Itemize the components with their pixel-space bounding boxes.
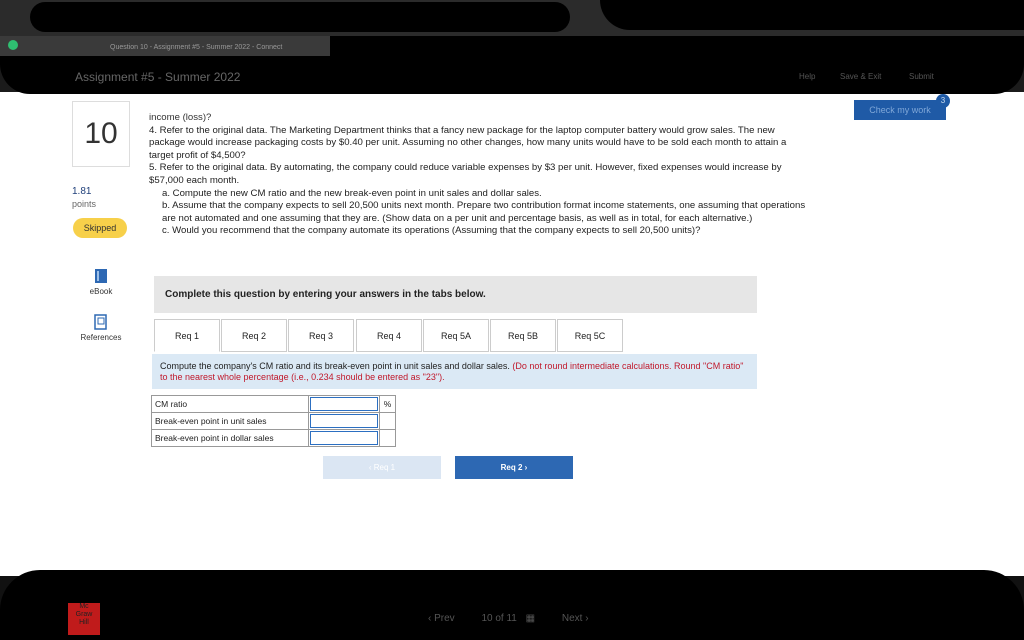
pager-prev[interactable]: ‹ Prev <box>428 613 455 624</box>
extension-icon[interactable] <box>8 40 18 50</box>
question-part-5c: c. Would you recommend that the company automate its operations (Assuming that the company expects to sell 20,500 units)? <box>162 225 701 237</box>
check-count-badge: 3 <box>936 94 950 108</box>
chevron-right-icon: › <box>522 463 528 472</box>
row-label-break-even-dollars: Break-even point in dollar sales <box>152 430 309 447</box>
pager-next-label: Next <box>561 613 583 624</box>
status-badge: Skipped <box>73 218 127 238</box>
instructions-box: Complete this question by entering your answers in the tabs below. <box>154 276 757 313</box>
document-icon <box>94 314 108 330</box>
assignment-title: Assignment #5 - Summer 2022 <box>75 70 241 84</box>
question-text-cut-line: income (loss)? <box>149 112 212 123</box>
question-part-4: 4. Refer to the original data. The Marketing Department thinks that a fancy new package for the laptop computer battery would grow sales. The new package would increase packaging costs by $0.40 per unit. Assuming no other changes, how many units would have to be sold each month to attain a target profit of $4,500? <box>149 124 787 161</box>
tab-req-5a[interactable]: Req 5A <box>423 319 489 352</box>
tab-req-3[interactable]: Req 3 <box>288 319 354 352</box>
redaction-mark <box>30 2 570 32</box>
prev-req-button[interactable] <box>323 456 441 479</box>
check-my-work-button[interactable]: Check my work <box>854 100 946 120</box>
cm-ratio-input[interactable] <box>310 397 378 411</box>
requirement-prompt <box>152 354 757 389</box>
pager-prev-label: Prev <box>434 613 455 624</box>
prev-req-label: Req 1 <box>373 463 396 472</box>
break-even-dollars-input[interactable] <box>310 431 378 445</box>
points-label: points <box>72 199 97 209</box>
book-icon <box>94 268 108 284</box>
references-button[interactable] <box>74 314 128 342</box>
next-req-label: Req 2 <box>500 463 523 472</box>
prompt-main: Compute the company's CM ratio and its break-even point in unit sales and dollar sales. <box>160 361 510 371</box>
table-row <box>152 396 396 413</box>
submit-link[interactable]: Submit <box>909 72 934 81</box>
pager-next[interactable]: Next › <box>561 613 589 624</box>
points-value: 1.81 <box>72 186 92 197</box>
question-part-5: 5. Refer to the original data. By automating, the company could reduce variable expenses by $3 per unit. However, fixed expenses would increase by $57,000 each month. <box>149 162 782 186</box>
tab-req-4[interactable]: Req 4 <box>356 319 422 352</box>
cm-ratio-cell <box>309 396 380 413</box>
question-part-5a: a. Compute the new CM ratio and the new break-even point in unit sales and dollar sales. <box>162 187 542 199</box>
percent-unit: % <box>380 396 396 413</box>
browser-tab-active[interactable]: Question 10 - Assignment #5 - Summer 2022 - Connect <box>110 44 283 51</box>
unit-cell <box>380 413 396 430</box>
references-label: References <box>80 333 122 342</box>
ebook-button[interactable] <box>74 268 128 296</box>
next-req-button[interactable] <box>455 456 573 479</box>
save-exit-link[interactable]: Save & Exit <box>840 72 882 81</box>
grid-icon[interactable]: ▦ <box>525 613 536 624</box>
redaction-mark <box>600 0 1024 30</box>
prompt-note: (Do not round intermediate calculations. Round "CM ratio" to the nearest whole percentage (i.e., 0.234 should be entered as "23"). <box>160 361 744 382</box>
publisher-logo: Mc Graw Hill <box>68 603 100 635</box>
row-label-cm-ratio: CM ratio <box>152 396 309 413</box>
tab-req-1[interactable]: Req 1 <box>154 319 220 352</box>
question-text <box>149 112 811 238</box>
table-row <box>152 430 396 447</box>
pager-position: 10 of 11 <box>481 613 517 624</box>
redaction-mark <box>0 570 1024 640</box>
ebook-label: eBook <box>89 287 113 296</box>
table-row <box>152 413 396 430</box>
tab-req-5b[interactable]: Req 5B <box>490 319 556 352</box>
break-even-units-input[interactable] <box>310 414 378 428</box>
chevron-left-icon: ‹ <box>368 463 374 472</box>
tab-req-2[interactable]: Req 2 <box>221 319 287 352</box>
break-even-dollars-cell <box>309 430 380 447</box>
answer-table <box>151 395 396 447</box>
help-link[interactable]: Help <box>799 72 816 81</box>
row-label-break-even-units: Break-even point in unit sales <box>152 413 309 430</box>
question-part-5b: b. Assume that the company expects to sell 20,500 units next month. Prepare two contribution format income statements, one assuming that operations are not automated and one assuming that they are. (Show data on a per unit and percentage basis, as well as in total, for each alternative.) <box>162 200 806 224</box>
unit-cell <box>380 430 396 447</box>
points-info <box>72 186 96 210</box>
tab-req-5c[interactable]: Req 5C <box>557 319 623 352</box>
question-number: 10 <box>72 101 130 167</box>
question-pager <box>428 613 589 624</box>
break-even-units-cell <box>309 413 380 430</box>
